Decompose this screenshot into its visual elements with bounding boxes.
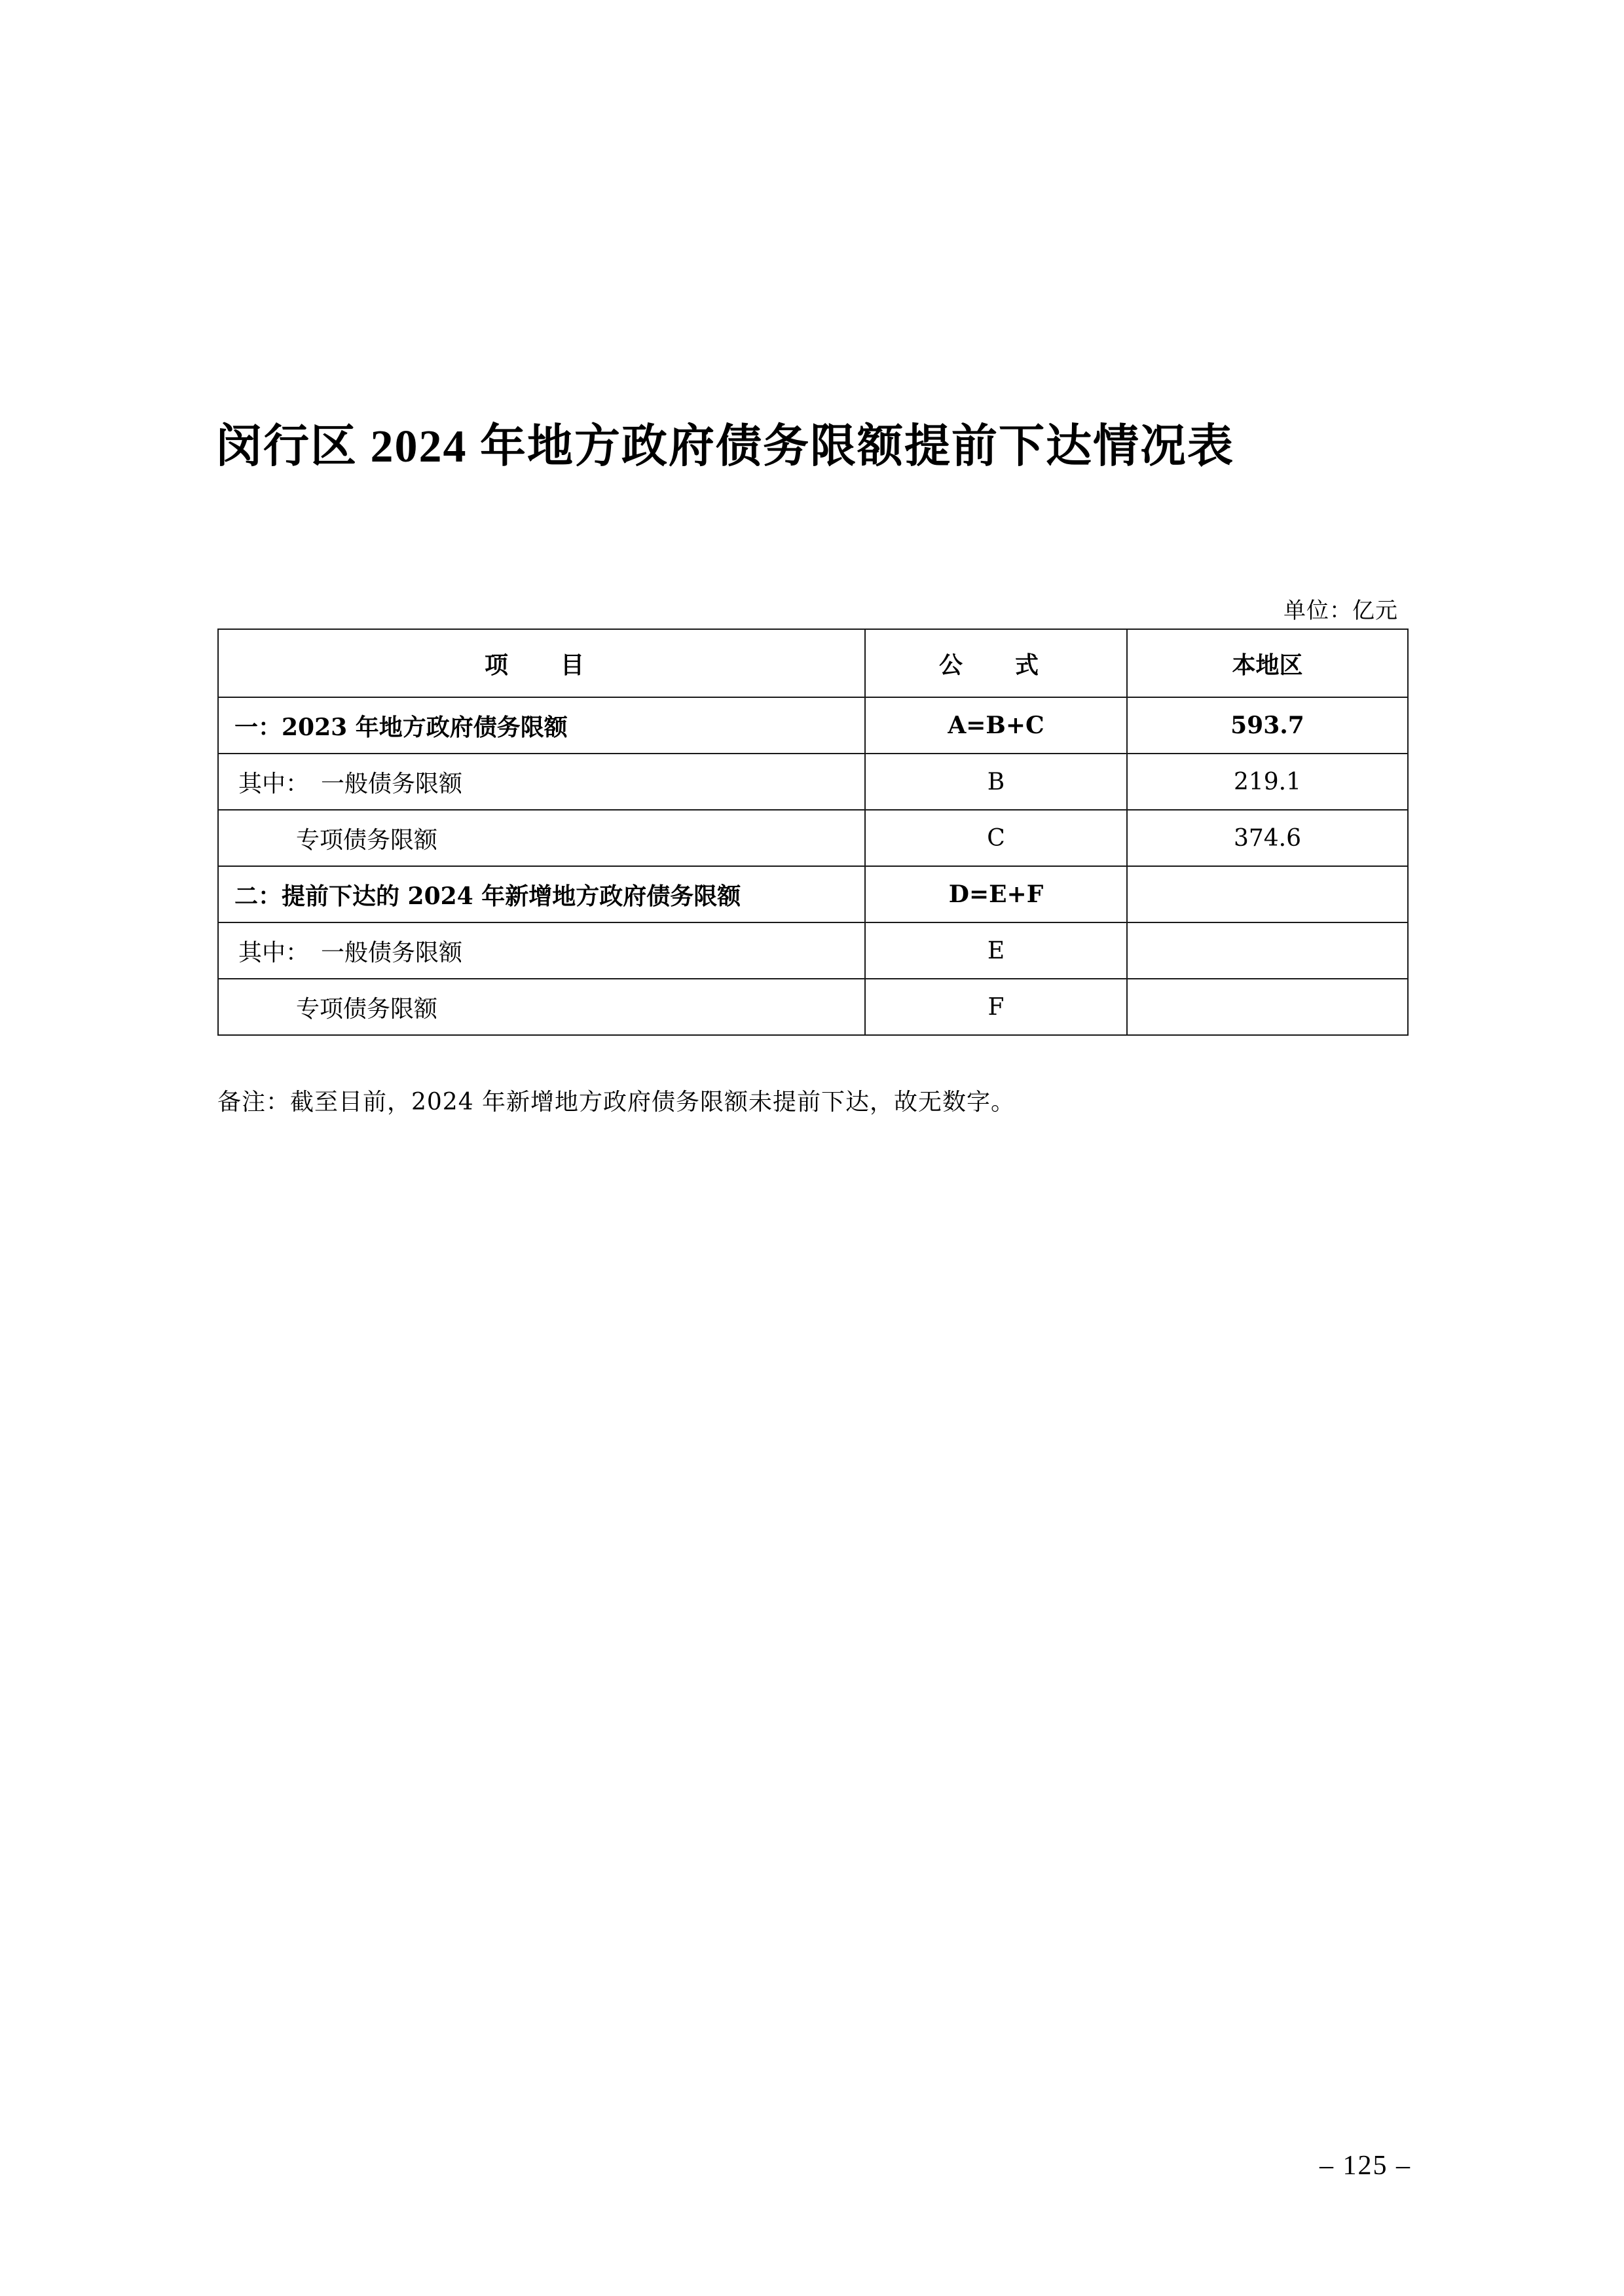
row-item-label: 一：2023 年地方政府债务限额 [218,697,865,754]
table-row [218,866,1408,922]
row-item-label: 专项债务限额 [218,979,865,1035]
table-remark: 备注：截至目前，2024 年新增地方政府债务限额未提前下达，故无数字。 [217,1089,1016,1116]
row-item-label: 二：提前下达的 2024 年新增地方政府债务限额 [218,866,865,922]
row-formula: F [865,979,1127,1035]
column-header-item: 项 目 [218,629,865,697]
page-title: 闵行区 2024 年地方政府债务限额提前下达情况表 [216,422,1234,472]
table-row [218,810,1408,866]
table-row [218,922,1408,979]
row-value [1127,979,1408,1035]
row-formula: E [865,922,1127,979]
row-item-label: 其中： 一般债务限额 [218,754,865,810]
row-formula: D=E+F [865,866,1127,922]
column-header-formula: 公 式 [865,629,1127,697]
row-value [1127,866,1408,922]
row-formula: A=B+C [865,697,1127,754]
table-row [218,697,1408,754]
table-row [218,979,1408,1035]
debt-limit-table-wrapper [217,629,1407,1036]
column-header-region: 本地区 [1127,629,1408,697]
debt-limit-table [217,629,1409,1036]
row-value: 219.1 [1127,754,1408,810]
table-row [218,754,1408,810]
row-item-label: 专项债务限额 [218,810,865,866]
row-value: 593.7 [1127,697,1408,754]
row-value: 374.6 [1127,810,1408,866]
row-formula: B [865,754,1127,810]
row-item-label: 其中： 一般债务限额 [218,922,865,979]
row-value [1127,922,1408,979]
page-number: – 125 – [1320,2151,1411,2181]
unit-note: 单位：亿元 [1283,598,1398,624]
table-header-row [218,629,1408,697]
row-formula: C [865,810,1127,866]
